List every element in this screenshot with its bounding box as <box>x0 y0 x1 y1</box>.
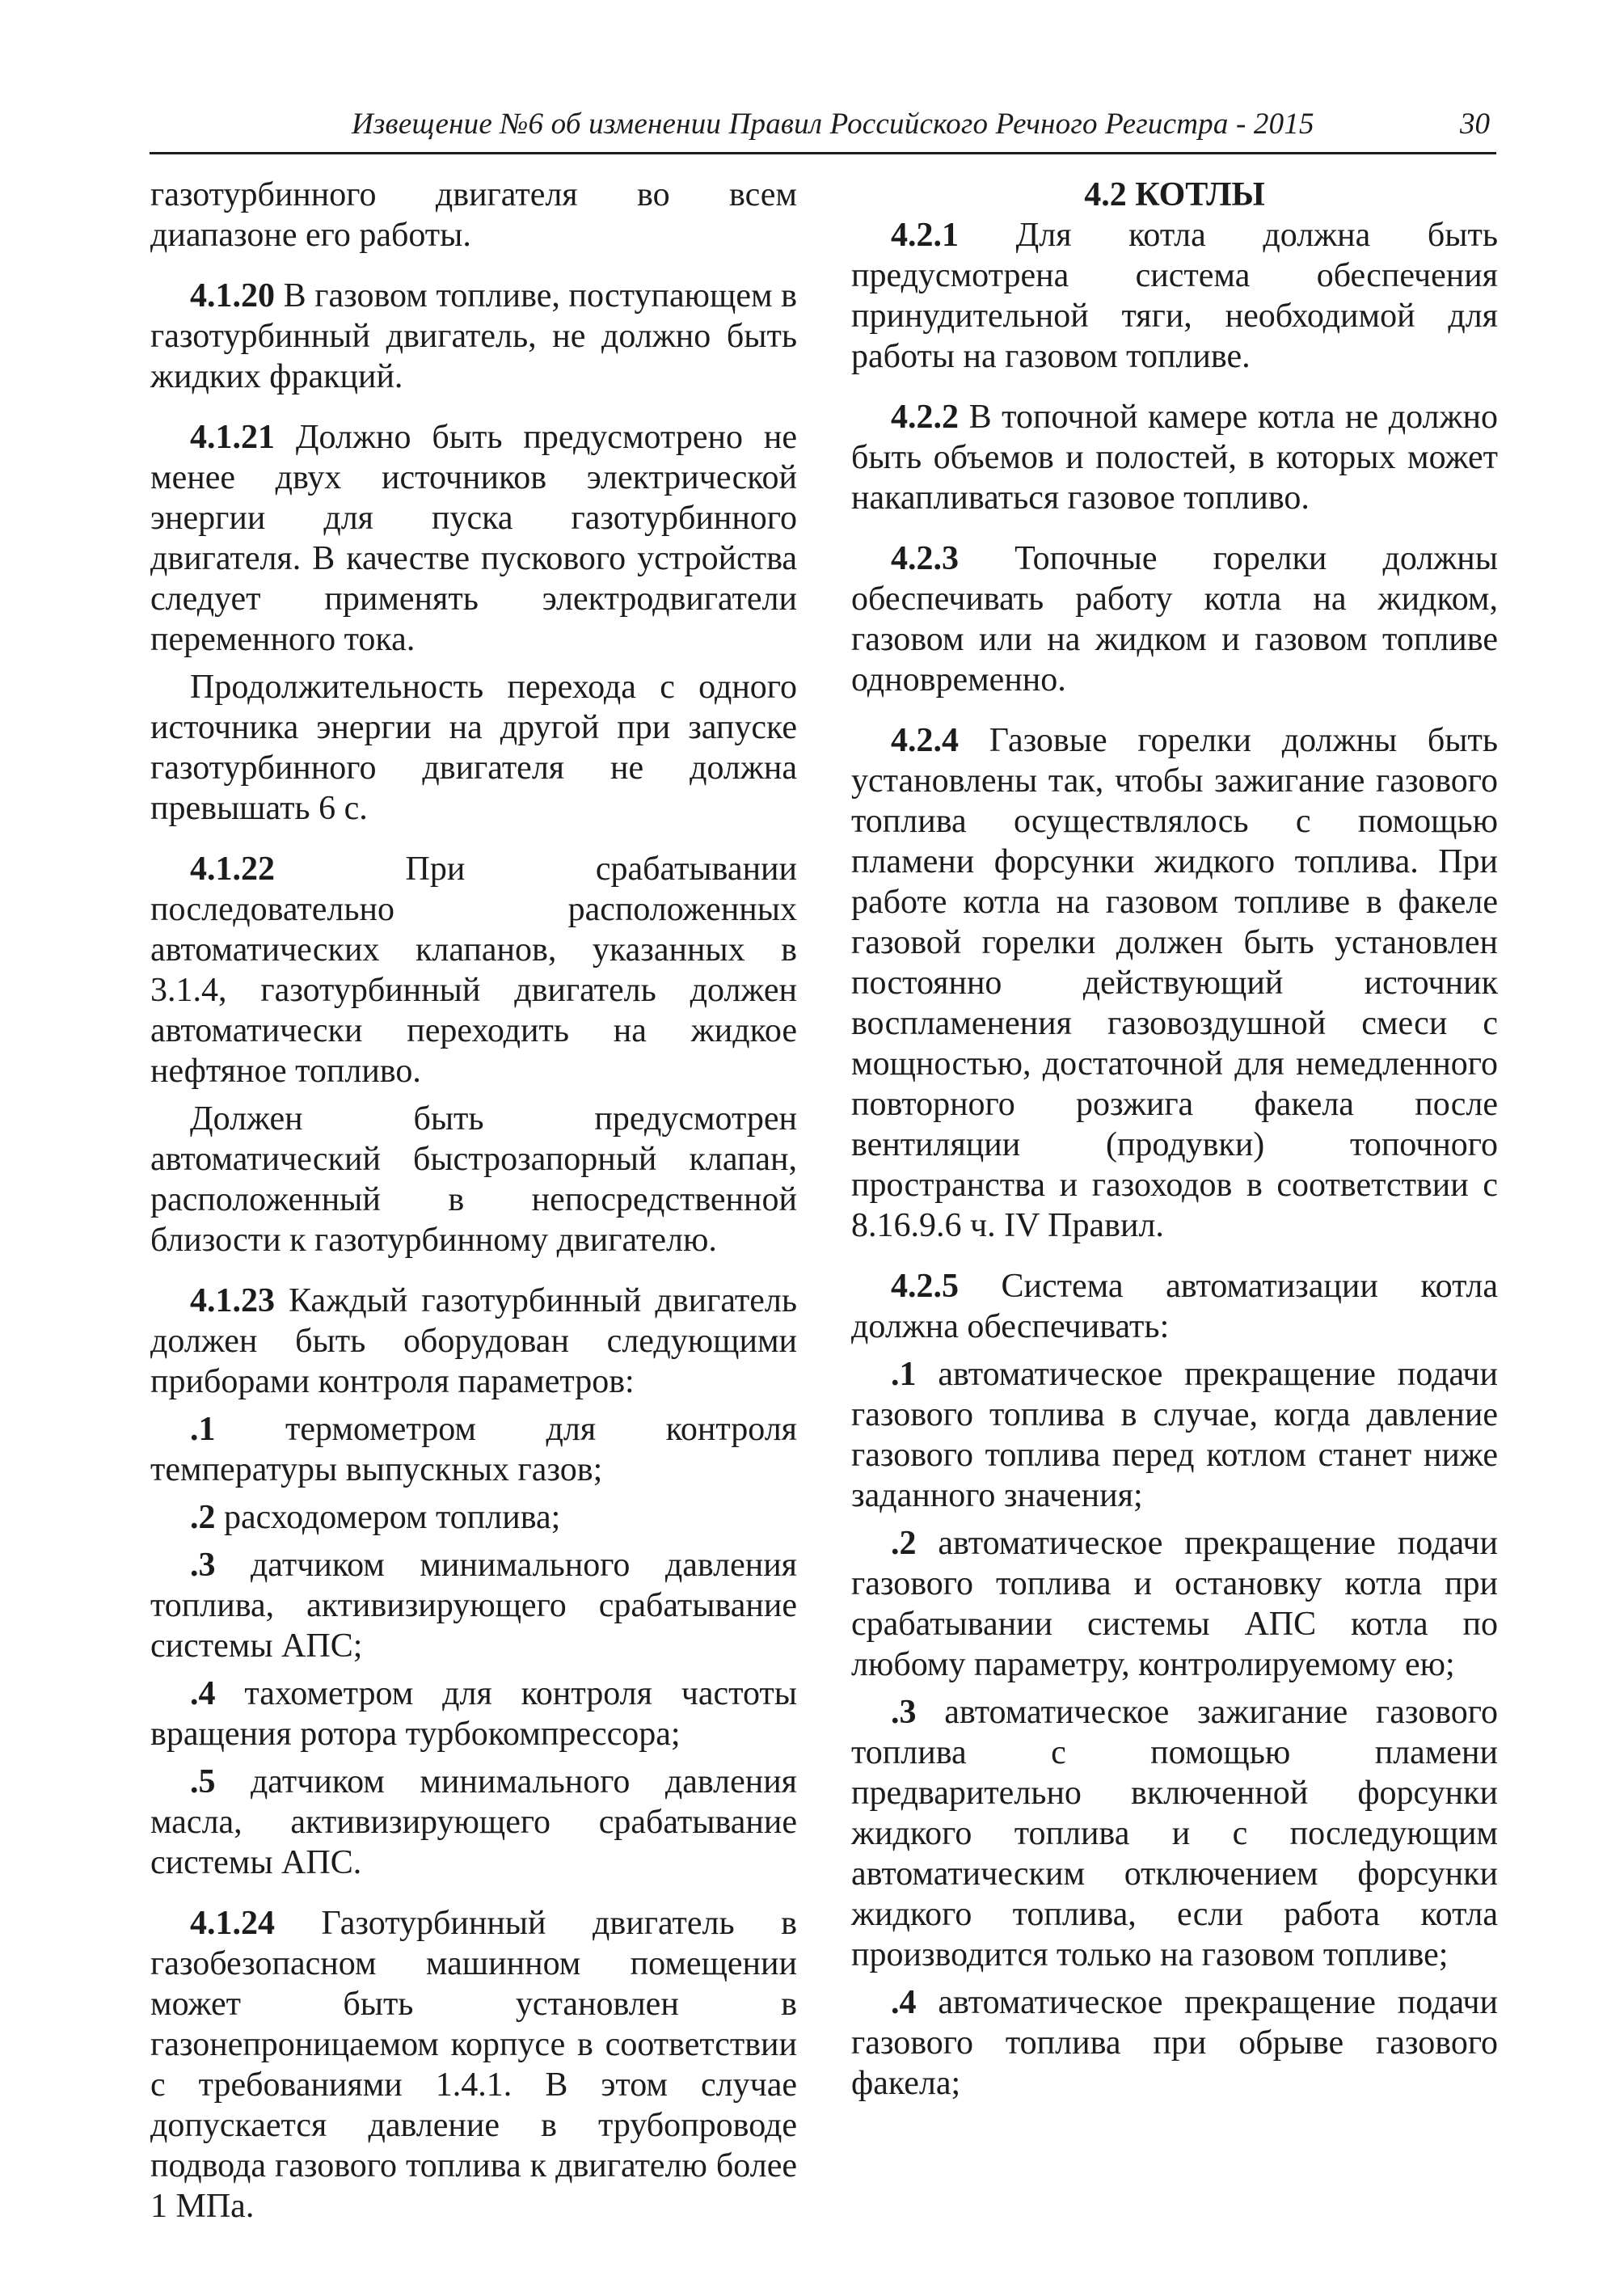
page-number: 30 <box>1460 108 1490 141</box>
item-number: .3 <box>190 1547 216 1584</box>
clause-text: Должно быть предусмотрено не менее двух источников электрической энергии для пуска газотурбинного двигателя. В качестве пускового устройства следует применять электродвигатели переменного тока. <box>150 419 797 658</box>
clause-4-1-24 <box>150 1903 797 2227</box>
clause-text: При срабатывании последовательно расположенных автоматических клапанов, указанных в 3.1.4, газотурбинный двигатель должен автоматически переходить на жидкое нефтяное топливо. <box>150 851 797 1090</box>
list-item <box>851 1982 1498 2104</box>
item-text: автоматическое прекращение подачи газового топлива при обрыве газового факела; <box>851 1984 1498 2102</box>
clause-number: 4.1.24 <box>190 1905 275 1942</box>
item-number: .3 <box>891 1694 917 1731</box>
item-text: расходомером топлива; <box>215 1499 561 1536</box>
clause-4-2-5 <box>851 1266 1498 1347</box>
item-text: автоматическое прекращение подачи газового топлива в случае, когда давление газового топлива перед котлом станет ниже заданного значения; <box>851 1356 1498 1514</box>
list-item <box>150 1762 797 1883</box>
item-text: датчиком минимального давления масла, активизирующего срабатывание системы АПС. <box>150 1763 797 1881</box>
list-item <box>150 1497 797 1538</box>
item-number: .5 <box>190 1763 216 1800</box>
item-number: .2 <box>190 1499 216 1536</box>
left-column <box>150 175 797 2227</box>
paragraph: Продолжительность перехода с одного источника энергии на другой при запуске газотурбинного двигателя не должна превышать 6 с. <box>150 669 797 827</box>
clause-text: Газотурбинный двигатель в газобезопасном машинном помещении может быть установлен в газонепроницаемом корпусе в соответствии с требованиями 1.4.1. В этом случае допускается давление в трубопроводе подвода газового топлива к двигателю более 1 МПа. <box>150 1905 797 2225</box>
clause-4-1-23 <box>150 1281 797 1402</box>
list-item <box>150 1545 797 1666</box>
clause-text: Система автоматизации котла должна обеспечивать: <box>851 1268 1498 1345</box>
clause-number: 4.1.22 <box>190 851 275 888</box>
list-item <box>150 1409 797 1490</box>
right-column <box>851 175 1498 2104</box>
clause-4-2-2 <box>851 397 1498 518</box>
item-number: .1 <box>891 1356 917 1393</box>
item-number: .4 <box>891 1984 917 2021</box>
clause-text: Для котла должна быть предусмотрена система обеспечения принудительной тяги, необходимой для работы на газовом топливе. <box>851 217 1498 375</box>
item-number: .2 <box>891 1525 917 1562</box>
paragraph: Должен быть предусмотрен автоматический быстрозапорный клапан, расположенный в непосредственной близости к газотурбинному двигателю. <box>150 1100 797 1259</box>
list-item <box>851 1354 1498 1516</box>
paragraph-continuation: газотурбинного двигателя во всем диапазоне его работы. <box>150 176 797 254</box>
clause-number: 4.2.2 <box>891 399 959 436</box>
clause-4-2-3 <box>851 538 1498 700</box>
header-title: Извещение №6 об изменении Правил Российского Речного Регистра - 2015 <box>352 108 1314 141</box>
clause-text: Каждый газотурбинный двигатель должен быть оборудован следующими приборами контроля параметров: <box>150 1282 797 1400</box>
clause-4-2-4 <box>851 720 1498 1246</box>
clause-text: Газовые горелки должны быть установлены так, чтобы зажигание газового топлива осуществлялось с помощью пламени форсунки жидкого топлива. При работе котла на газовом топливе в факеле газовой горелки должен быть установлен постоянно действующий источник воспламенения газовоздушной смеси с мощностью, достаточной для немедленного повторного розжига факела после вентиляции (продувки) топочного пространства и газоходов в соответствии с 8.16.9.6 ч. IV Правил. <box>851 722 1498 1244</box>
clause-text: В газовом топливе, поступающем в газотурбинный двигатель, не должно быть жидких фракций. <box>150 277 797 395</box>
clause-4-2-1 <box>851 215 1498 377</box>
item-text: автоматическое зажигание газового топлива с помощью пламени предварительно включенной форсунки жидкого топлива и с последующим автоматическим отключением форсунки жидкого топлива, если работа котла производится только на газовом топливе; <box>851 1694 1498 1973</box>
item-number: .4 <box>190 1675 216 1712</box>
clause-number: 4.2.5 <box>891 1268 959 1305</box>
clause-text: Топочные горелки должны обеспечивать работу котла на жидком, газовом или на жидком и газовом топливе одновременно. <box>851 540 1498 699</box>
item-text: автоматическое прекращение подачи газового топлива и остановку котла при срабатывании системы АПС котла по любому параметру, контролируемому ею; <box>851 1525 1498 1683</box>
running-header <box>150 105 1496 154</box>
clause-number: 4.2.4 <box>891 722 959 759</box>
clause-number: 4.1.21 <box>190 419 275 456</box>
section-heading: 4.2 КОТЛЫ <box>1084 176 1265 213</box>
item-text: термометром для контроля температуры выпускных газов; <box>150 1411 797 1488</box>
item-number: .1 <box>190 1411 216 1448</box>
item-text: датчиком минимального давления топлива, активизирующего срабатывание системы АПС; <box>150 1547 797 1665</box>
clause-4-1-22 <box>150 849 797 1091</box>
clause-number: 4.2.3 <box>891 540 959 577</box>
list-item <box>851 1692 1498 1975</box>
list-item <box>851 1523 1498 1685</box>
item-text: тахометром для контроля частоты вращения ротора турбокомпрессора; <box>150 1675 797 1753</box>
clause-number: 4.1.23 <box>190 1282 275 1319</box>
list-item <box>150 1674 797 1754</box>
clause-text: В топочной камере котла не должно быть объемов и полостей, в которых может накапливаться газовое топливо. <box>851 399 1498 517</box>
clause-number: 4.1.20 <box>190 277 275 314</box>
clause-4-1-21 <box>150 417 797 660</box>
clause-4-1-20 <box>150 276 797 397</box>
clause-number: 4.2.1 <box>891 217 959 254</box>
